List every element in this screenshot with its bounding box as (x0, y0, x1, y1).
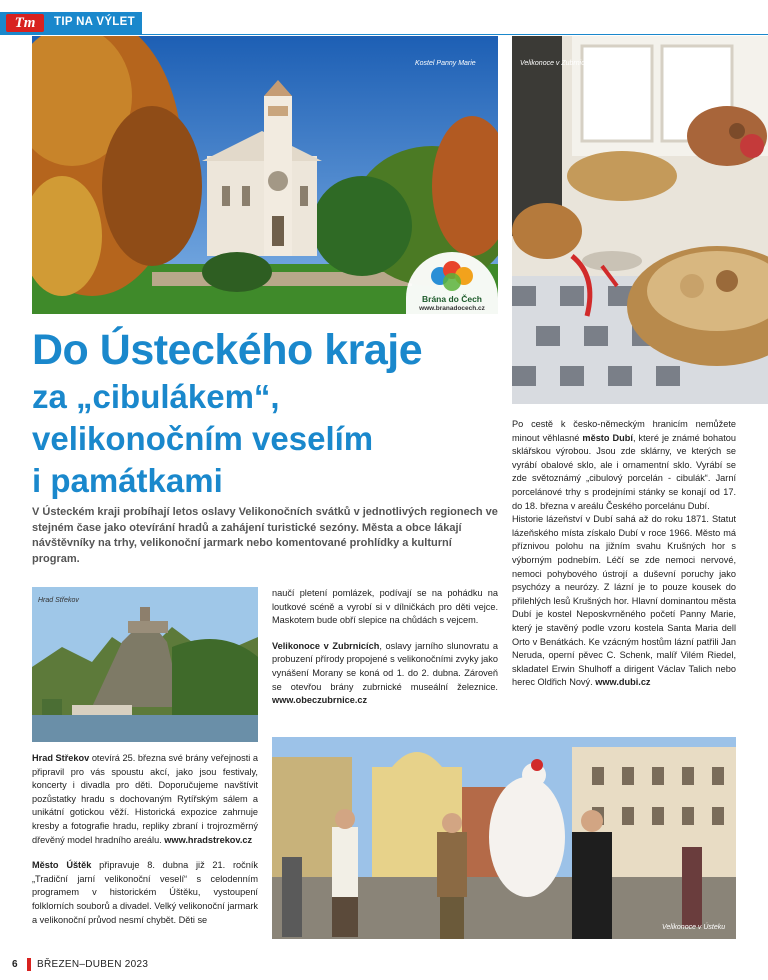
zubrnice-text: , oslavy jarního slunovratu a probuzení přírody propojené s velikonočními zvyky jako vynášení Morany se koná od 1. do 2. dubna. Zároveň se otevřou brány zubrnické museální železnice. (272, 640, 498, 692)
column-middle (272, 587, 498, 720)
dubi-spa-text: Historie lázeňství v Dubí sahá až do roku 1871. Statut lázeňského místa získalo Dubí v roce 1966. Město má příznivou polohu na jižním svahu Krušných hor s výborným podnebím. Léčí se zde nemoci nervové, nemoci pohybového ústrojí a duševní poruchy jako psychózy a neurózy. Z lázní je to pouze kousek do přilehlých lesů Krušných hor. Hlavní dominantou města Dubí je kostel Neposkvrněného početí Panny Marie, který je stavěný podle vzoru kostela Santa Maria dell Orto v Benátkách. Ke vzácným hostům lázní patřili Jan Neruda, operní pěvec C. Schenk, malíř Vilém Riedel, skladatel Erwin Shulhoff a dirigent Václav Talich nebo herec Oldřich Nový. (512, 514, 736, 688)
ustek-heading: Město Úštěk (32, 860, 92, 871)
paragraph-strekov (32, 752, 258, 847)
article-title-line-3: velikonočním veselím (32, 420, 374, 457)
brand-logo-icon (406, 252, 498, 294)
easter-table-caption: Velikonoce v Zubrnicích (520, 60, 595, 67)
column-right (512, 418, 736, 702)
zubrnice-heading: Velikonoce v Zubrnicích (272, 640, 380, 651)
parade-photo (272, 737, 736, 939)
brand-name: Brána do Čech (422, 294, 482, 304)
church-photo-caption: Kostel Panny Marie (415, 60, 476, 67)
strekov-link[interactable]: www.hradstrekov.cz (164, 834, 253, 845)
brana-do-cech-badge (406, 252, 498, 316)
column-left (32, 752, 258, 939)
magazine-logo: Tm (6, 14, 44, 32)
header-rule (0, 34, 768, 35)
article-lead: V Ústeckém kraji probíhají letos oslavy Velikonočních svátků v jednotlivých regionech ve stejném čase jako otevírání hradů a zahájení turistické sezóny. Města a obce lákají návštěvníky na trhy, velikonoční jarmark nebo komentované prohlídky a kulturní program. (32, 506, 498, 565)
brand-url: www.branadocech.cz (419, 305, 485, 312)
footer-accent-bar (27, 958, 31, 971)
issue-label: BŘEZEN–DUBEN 2023 (37, 959, 149, 970)
paragraph-ustek-continued: naučí pletení pomlázek, podívají se na pohádku na loutkové scéně a vyrobí si v dílničkách pro děti vejce. Maskotem bude obří slepice na chůdách s vejcem. (272, 588, 498, 626)
castle-photo (32, 587, 258, 742)
paragraph-ustek (32, 859, 258, 927)
strekov-text: otevírá 25. března své brány veřejnosti a připravil pro vás spoustu akcí, jako jsou festivaly, koncerty i divadla pro děti. Doporučujeme navštívit pozůstatky hradu s dochovaným Rytířským sálem a unikátní gotickou věží. Historická expozice zahrnuje kresby a fotografie hradu, repliky zbraní i trojrozměrný dřevěný model hradního areálu. (32, 753, 258, 845)
article-title-line-1: Do Ústeckého kraje (32, 326, 423, 374)
dubi-link[interactable]: www.dubi.cz (595, 677, 651, 688)
easter-table-photo (512, 36, 768, 404)
paragraph-zubrnice (272, 640, 498, 708)
paragraph-dubi (512, 418, 736, 513)
article-title-line-2: za „cibulákem“, (32, 378, 280, 415)
dubi-intro: Po cestě k česko-německým hranicím nemůžete minout věhlasné (512, 419, 736, 443)
dubi-heading: město Dubí (582, 432, 633, 443)
section-label: TIP NA VÝLET (54, 16, 135, 28)
dubi-text: , které je známé bohatou sklářskou výrobou. Jsou zde sklárny, ve kterých se vyrábí obalové sklo, ale i ornamentní sklo. Vyrábí se zde světoznámý „cibulový porcelán - cibulák“. Jarní porcelánové trhy s prodejními stánky se konají od 17. do 18. března v areálu Českého porcelánu Dubí. (512, 432, 736, 511)
article-title-line-4: i památkami (32, 462, 223, 499)
parade-photo-caption: Velikonoce v Ústeku (662, 924, 726, 931)
page-number: 6 (12, 959, 18, 970)
paragraph-dubi-spa (512, 513, 736, 690)
ustek-text: připravuje 8. dubna již 21. ročník „Tradiční jarní velikonoční veselí“ s celodenním programem v historickém Úštěku, vystoupení folklorních souborů a divadel. Velký velikonoční jarmark a velikonoční průvod nesmí chybět. Děti se (32, 860, 258, 925)
castle-photo-caption: Hrad Střekov (38, 597, 79, 604)
zubrnice-link[interactable]: www.obeczubrnice.cz (272, 695, 368, 706)
strekov-heading: Hrad Střekov (32, 753, 90, 763)
